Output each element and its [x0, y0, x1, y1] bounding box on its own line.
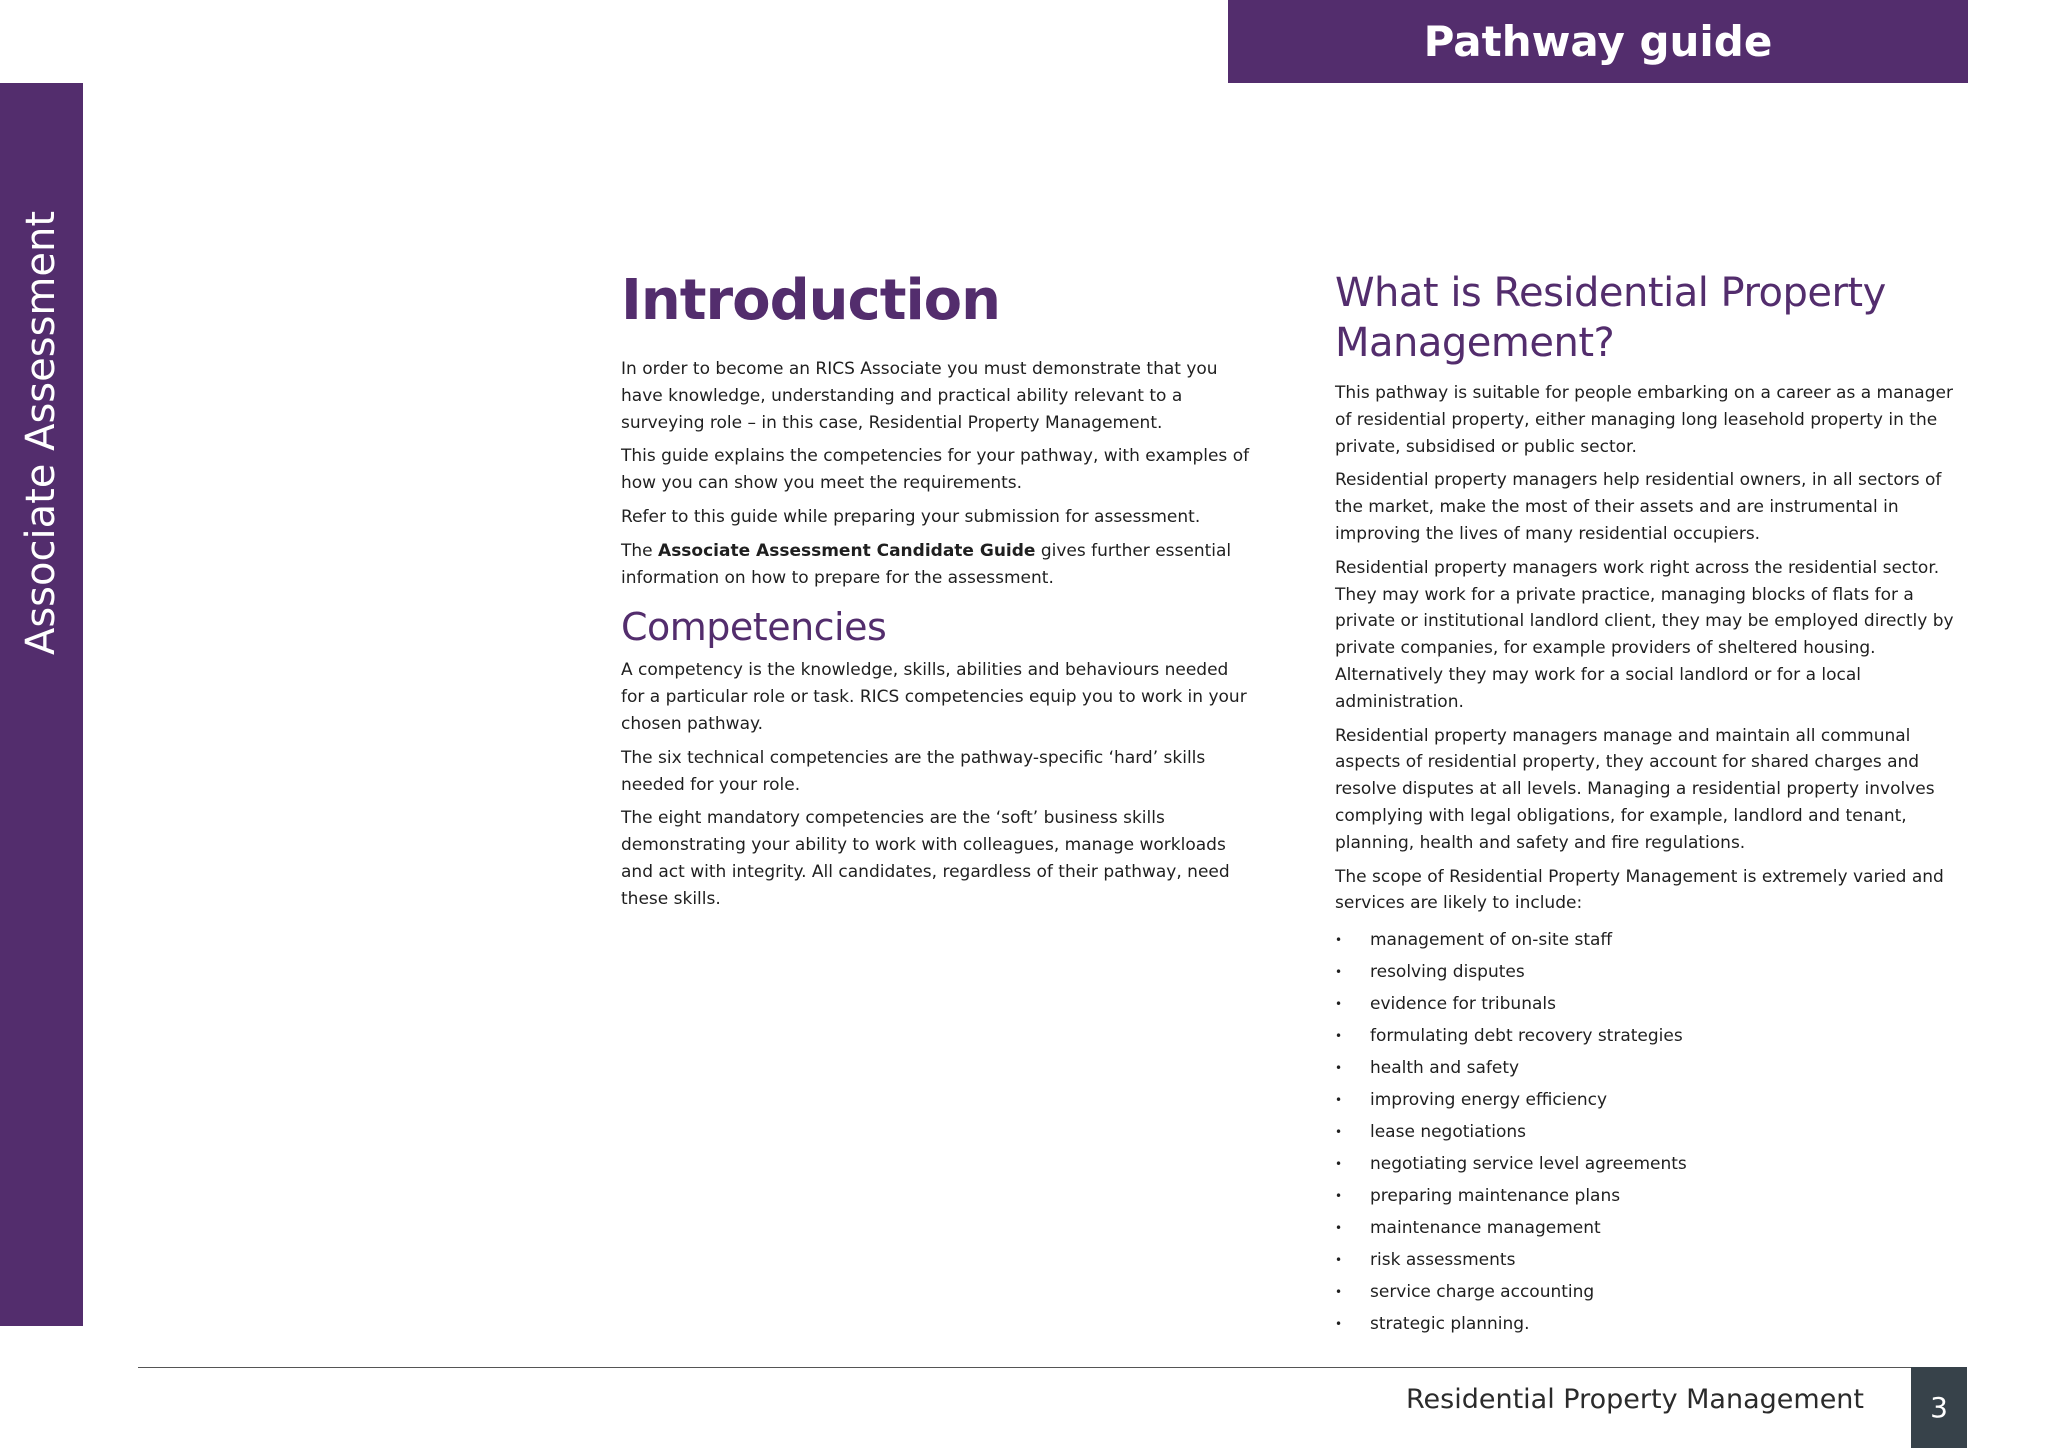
intro-p4-prefix: The — [621, 540, 659, 561]
list-item-text: negotiating service level agreements — [1370, 1154, 1687, 1175]
list-item — [1335, 1020, 1971, 1052]
list-item-text: maintenance management — [1370, 1218, 1601, 1239]
bullet-icon: • — [1335, 965, 1343, 980]
rpm-paragraph-2: Residential property managers help residential owners, in all sectors of the market, make the most of their assets and are instrumental in improving the lives of many residential occupiers. — [1335, 470, 1942, 544]
intro-paragraph-4 — [621, 538, 1251, 592]
bullet-icon: • — [1335, 1093, 1343, 1108]
competencies-heading: Competencies — [621, 605, 887, 650]
intro-paragraph-2: This guide explains the competencies for your pathway, with examples of how you can show you meet the requirements. — [621, 446, 1250, 494]
list-item — [1335, 956, 1971, 988]
list-item — [1335, 1212, 1971, 1244]
bullet-icon: • — [1335, 1061, 1343, 1076]
footer-title: Residential Property Management — [1406, 1384, 1864, 1415]
list-item — [1335, 1180, 1971, 1212]
intro-p4-suffix: gives further essential information on how to prepare for the assessment. — [621, 540, 1232, 588]
list-item-text: strategic planning. — [1370, 1314, 1530, 1335]
intro-paragraph-1: In order to become an RICS Associate you must demonstrate that you have knowledge, understanding and practical ability relevant to a surveying role – in this case, Residential Property Management. — [621, 359, 1218, 433]
page-number: 3 — [1930, 1391, 1948, 1424]
rpm-paragraph-5: The scope of Residential Property Management is extremely varied and services are likely to include: — [1335, 866, 1944, 914]
list-item-text: management of on-site staff — [1370, 930, 1613, 951]
list-item-text: preparing maintenance plans — [1370, 1186, 1621, 1207]
list-item — [1335, 1084, 1971, 1116]
intro-paragraph-3: Refer to this guide while preparing your submission for assessment. — [621, 506, 1201, 527]
rpm-paragraph-1: This pathway is suitable for people embarking on a career as a manager of residential property, either managing long leasehold property in the private, subsidised or public sector. — [1335, 383, 1953, 457]
rpm-paragraph-3: Residential property managers work right across the residential sector. They may work for a private practice, managing blocks of flats for a private or institutional landlord client, they may be employed directly by private companies, for example providers of sheltered housing. Alternatively they may work for a social landlord or for a local administration. — [1335, 557, 1954, 712]
list-item-text: service charge accounting — [1370, 1282, 1595, 1303]
rpm-paragraph-4: Residential property managers manage and maintain all communal aspects of residential property, they account for shared charges and resolve disputes at all levels. Managing a residential property involves complying with legal obligations, for example, landlord and tenant, planning, health and safety and fire regulations. — [1335, 725, 1935, 853]
competencies-paragraph-3: The eight mandatory competencies are the ‘soft’ business skills demonstrating your ability to work with colleagues, manage workloads and act with integrity. All candidates, regardless of their pathway, need these skills. — [621, 808, 1230, 909]
competencies-paragraph-2: The six technical competencies are the pathway-specific ‘hard’ skills needed for your role. — [621, 747, 1206, 795]
page-number-badge — [1911, 1367, 1967, 1448]
sidebar-label: Associate Assessment — [18, 210, 64, 656]
list-item — [1335, 924, 1971, 956]
list-item — [1335, 988, 1971, 1020]
bullet-icon: • — [1335, 1221, 1343, 1236]
candidate-guide-title: Associate Assessment Candidate Guide — [658, 540, 1036, 561]
list-item-text: resolving disputes — [1370, 962, 1525, 983]
bullet-icon: • — [1335, 1125, 1343, 1140]
list-item — [1335, 1148, 1971, 1180]
bullet-icon: • — [1335, 1253, 1343, 1268]
list-item — [1335, 1052, 1971, 1084]
footer-divider — [138, 1367, 1911, 1368]
bullet-icon: • — [1335, 1157, 1343, 1172]
list-item — [1335, 1308, 1971, 1340]
bullet-icon: • — [1335, 1189, 1343, 1204]
pathway-guide-banner — [1228, 0, 1968, 83]
list-item — [1335, 1244, 1971, 1276]
list-item-text: evidence for tribunals — [1370, 994, 1556, 1015]
sidebar — [0, 83, 83, 1326]
banner-title: Pathway guide — [1423, 17, 1773, 66]
bullet-icon: • — [1335, 997, 1343, 1012]
list-item-text: formulating debt recovery strategies — [1370, 1026, 1683, 1047]
list-item-text: health and safety — [1370, 1058, 1520, 1079]
list-item — [1335, 1116, 1971, 1148]
bullet-icon: • — [1335, 1285, 1343, 1300]
right-column — [1335, 268, 1971, 1340]
rpm-heading: What is Residential Property Management? — [1335, 270, 1886, 366]
introduction-heading: Introduction — [621, 268, 1001, 333]
list-item-text: lease negotiations — [1370, 1122, 1526, 1143]
bullet-icon: • — [1335, 1029, 1343, 1044]
scope-list — [1335, 924, 1971, 1340]
bullet-icon: • — [1335, 933, 1343, 948]
list-item-text: improving energy efficiency — [1370, 1090, 1608, 1111]
bullet-icon: • — [1335, 1317, 1343, 1332]
list-item-text: risk assessments — [1370, 1250, 1516, 1271]
list-item — [1335, 1276, 1971, 1308]
left-column — [621, 268, 1251, 920]
competencies-paragraph-1: A competency is the knowledge, skills, abilities and behaviours needed for a particular role or task. RICS competencies equip you to work in your chosen pathway. — [621, 660, 1247, 734]
